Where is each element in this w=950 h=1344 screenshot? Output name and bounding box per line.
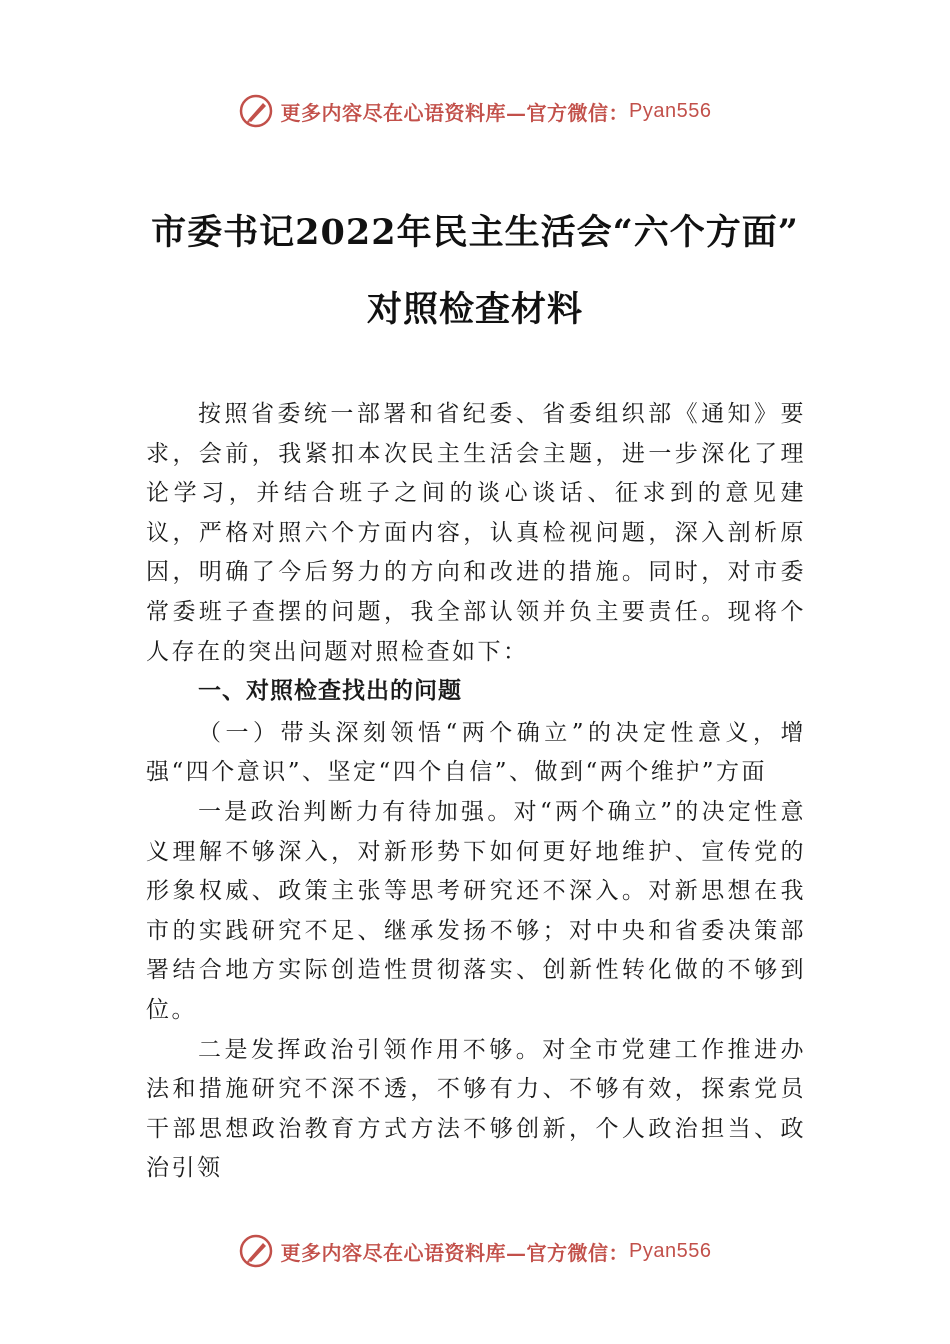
- header-watermark-banner: [0, 94, 950, 128]
- subsection-heading: （一）带头深刻领悟“两个确立”的决定性意义，增强“四个意识”、坚定“四个自信”、做到“两个维护”方面: [146, 719, 806, 786]
- section-heading: 一、对照检查找出的问题: [198, 678, 462, 705]
- document-title-line2: 对照检查材料: [366, 289, 583, 330]
- banner-wechat-id: Pyan556: [629, 99, 712, 122]
- point-paragraph-2: 二是发挥政治引领作用不够。对全市党建工作推进办法和措施研究不深不透，不够有力、不够有效，探索党员干部思想政治教育方式方法不够创新，个人政治担当、政治引领: [146, 1036, 806, 1182]
- pen-logo-icon: [239, 94, 273, 128]
- banner-text: 更多内容尽在心语资料库—官方微信：: [280, 100, 630, 125]
- banner-wechat-id: Pyan556: [629, 1239, 712, 1262]
- document-body: [146, 395, 806, 1189]
- point-paragraph-1: 一是政治判断力有待加强。对“两个确立”的决定性意义理解不够深入，对新形势下如何更好地维护、宣传党的形象权威、政策主张等思考研究还不深入。对新思想在我市的实践研究不足、继承发扬不够；对中央和省委决策部署结合地方实际创造性贯彻落实、创新性转化做的不够到位。: [146, 798, 806, 1023]
- document-title-line1: 市委书记2022年民主生活会“六个方面”: [151, 212, 799, 253]
- intro-paragraph: 按照省委统一部署和省纪委、省委组织部《通知》要求，会前，我紧扣本次民主生活会主题，进一步深化了理论学习，并结合班子之间的谈心谈话、征求到的意见建议，严格对照六个方面内容，认真检视问题，深入剖析原因，明确了今后努力的方向和改进的措施。同时，对市委常委班子查摆的问题，我全部认领并负主要责任。现将个人存在的突出问题对照检查如下：: [146, 401, 806, 665]
- pen-logo-icon: [239, 1234, 273, 1268]
- footer-watermark-banner: [0, 1234, 950, 1268]
- banner-text: 更多内容尽在心语资料库—官方微信：: [280, 1240, 630, 1265]
